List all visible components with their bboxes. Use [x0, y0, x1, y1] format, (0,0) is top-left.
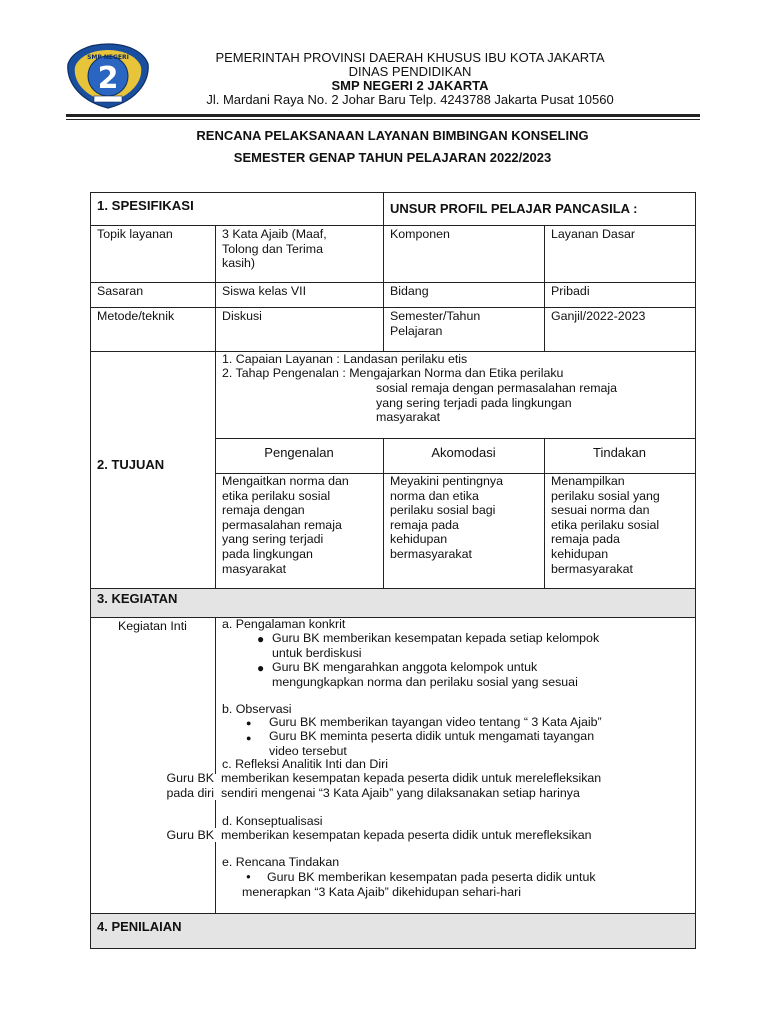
- kegiatan-b-bullet-1: Guru BK memberikan tayangan video tentang “ 3 Kata Ajaib”: [269, 715, 602, 729]
- heading-penilaian-shade: [91, 913, 695, 948]
- spesifikasi-heading: 1. SPESIFIKASI: [97, 198, 194, 213]
- tujuan-capaian: 1. Capaian Layanan : Landasan perilaku etis: [222, 352, 468, 366]
- row-val-bidang: Pribadi: [551, 284, 590, 298]
- row-label-sasaran: Sasaran: [97, 284, 144, 298]
- kegiatan-a-bullet-2: Guru BK mengarahkan anggota kelompok untuk mengungkapkan norma dan perilaku sosial yang sesuai: [272, 660, 578, 689]
- kegiatan-e-title: e. Rencana Tindakan: [222, 855, 340, 869]
- kegiatan-e-bullet-1: Guru BK memberikan kesempatan pada peserta didik untuk menerapkan “3 Kata Ajaib” dikehidupan sehari-hari: [242, 870, 596, 899]
- row-value-sasaran: Siswa kelas VII: [222, 284, 307, 298]
- tujuan-heading: 2. TUJUAN: [97, 457, 165, 472]
- row-value-topik: 3 Kata Ajaib (Maaf, Tolong dan Terima kasih): [222, 227, 327, 271]
- bullet-icon: ●: [246, 872, 251, 881]
- header-rule-thin: [66, 119, 700, 120]
- kegiatan-c-left-2: pada diri: [166, 786, 214, 800]
- kegiatan-inti-label: Kegiatan Inti: [118, 619, 187, 633]
- row-label-topik: Topik layanan: [97, 227, 173, 241]
- header-rule-thick: [66, 114, 700, 117]
- svg-text:2: 2: [97, 61, 119, 96]
- kegiatan-d-title: d. Konseptualisasi: [222, 814, 323, 828]
- header-address: Jl. Mardani Raya No. 2 Johar Baru Telp. 4243788 Jakarta Pusat 10560: [206, 92, 614, 107]
- cell-akomodasi: Meyakini pentingnya norma dan etika perilaku sosial bagi remaja pada kehidupan bermasyarakat: [390, 474, 503, 561]
- doc-subtitle: SEMESTER GENAP TAHUN PELAJARAN 2022/2023: [233, 150, 552, 165]
- row-key-semester: Semester/Tahun Pelajaran: [390, 309, 481, 338]
- bullet-icon: ●: [257, 632, 265, 646]
- row-value-metode: Diskusi: [222, 309, 262, 323]
- doc-title: RENCANA PELAKSANAAN LAYANAN BIMBINGAN KONSELING: [196, 128, 589, 143]
- profil-pancasila-heading: UNSUR PROFIL PELAJAR PANCASILA :: [390, 201, 638, 216]
- row-label-metode: Metode/teknik: [97, 309, 175, 323]
- kegiatan-a-bullet-1: Guru BK memberikan kesempatan kepada setiap kelompok untuk berdiskusi: [272, 631, 600, 660]
- bullet-icon: ●: [257, 661, 265, 675]
- kegiatan-a-title: a. Pengalaman konkrit: [222, 617, 346, 631]
- cell-pengenalan: Mengaitkan norma dan etika perilaku sosial remaja dengan permasalahan remaja yang sering terjadi pada lingkungan masyarakat: [222, 474, 349, 576]
- row-key-komponen: Komponen: [390, 227, 450, 241]
- kegiatan-c-title: c. Refleksi Analitik Inti dan Diri: [222, 757, 388, 771]
- col-header-tindakan: Tindakan: [593, 445, 646, 460]
- header-line-1: PEMERINTAH PROVINSI DAERAH KHUSUS IBU KOTA JAKARTA: [215, 50, 605, 65]
- header-line-2: DINAS PENDIDIKAN: [348, 64, 472, 79]
- kegiatan-c-left-1: Guru BK: [166, 771, 214, 785]
- kegiatan-c-text-2: sendiri mengenai “3 Kata Ajaib” yang dilaksanakan setiap harinya: [221, 786, 580, 800]
- row-key-bidang: Bidang: [390, 284, 429, 298]
- kegiatan-d-text: memberikan kesempatan kepada peserta didik untuk merefleksikan: [221, 828, 592, 842]
- penilaian-heading: 4. PENILAIAN: [97, 919, 182, 934]
- svg-text:SMP NEGERI: SMP NEGERI: [87, 54, 129, 61]
- kegiatan-heading: 3. KEGIATAN: [97, 591, 178, 606]
- cell-tindakan: Menampilkan perilaku sosial yang sesuai norma dan etika perilaku sosial remaja pada kehidupan bermasyarakat: [551, 474, 660, 576]
- row-val-semester: Ganjil/2022-2023: [551, 309, 646, 323]
- tujuan-tahap: 2. Tahap Pengenalan : Mengajarkan Norma dan Etika perilaku: [222, 366, 564, 380]
- kegiatan-d-left: Guru BK: [166, 828, 214, 842]
- col-header-akomodasi: Akomodasi: [431, 445, 496, 460]
- bullet-icon: ●: [246, 733, 252, 743]
- bullet-icon: ●: [246, 718, 252, 728]
- header-school-name: SMP NEGERI 2 JAKARTA: [331, 78, 489, 93]
- heading-kegiatan-shade: [91, 588, 695, 617]
- kegiatan-c-text-1: memberikan kesempatan kepada peserta didik untuk merelefleksikan: [221, 771, 602, 785]
- school-logo: [66, 42, 150, 110]
- col-header-pengenalan: Pengenalan: [264, 445, 334, 460]
- kegiatan-b-bullet-2: Guru BK meminta peserta didik untuk mengamati tayangan video tersebut: [269, 729, 595, 758]
- row-val-komponen: Layanan Dasar: [551, 227, 636, 241]
- kegiatan-b-title: b. Observasi: [222, 702, 292, 716]
- tujuan-tahap-cont: sosial remaja dengan permasalahan remaja yang sering terjadi pada lingkungan masyarakat: [376, 381, 618, 425]
